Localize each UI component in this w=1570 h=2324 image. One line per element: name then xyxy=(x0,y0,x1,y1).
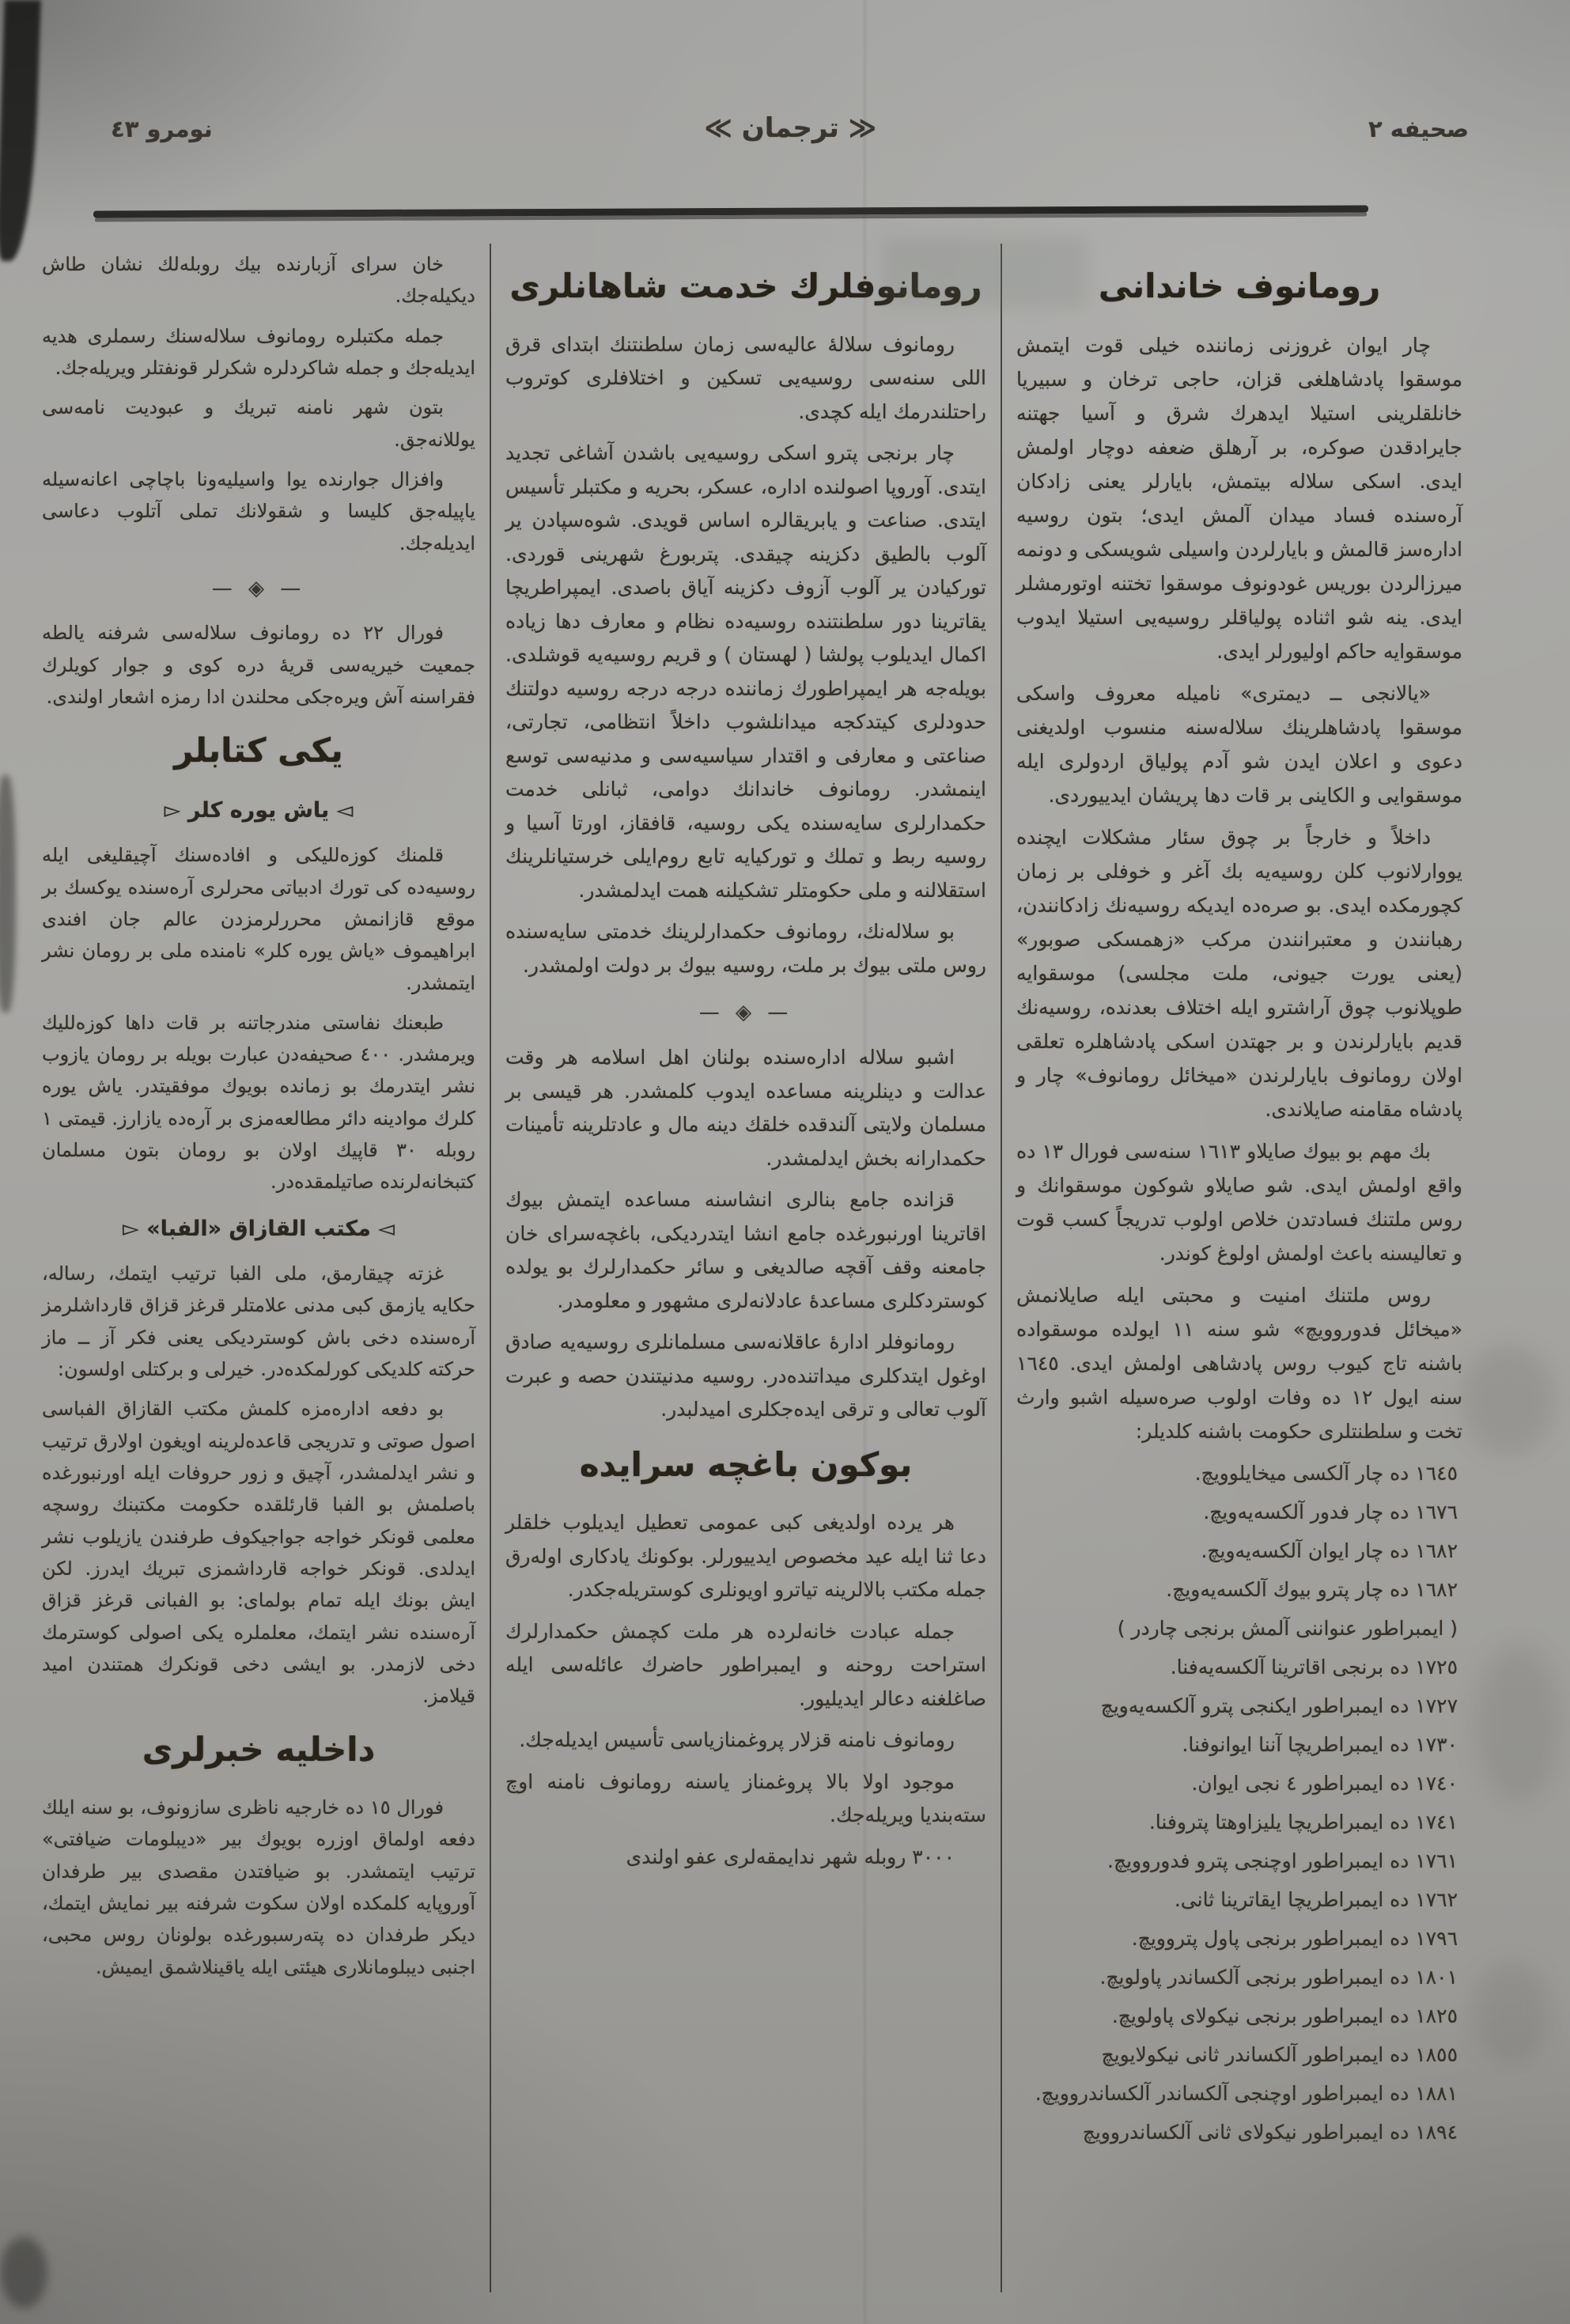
column-middle-para: هر يرده اولديغى كبى عمومى تعطيل ايديلوب خلقلر دعا ثنا ايله عيد مخصوص ايدييورلر. بوكونك يادكارى اوله‌رق جمله مكتب بالالرينه تياترو اويونلرى كوستريله‌جكدر. xyxy=(505,1511,986,1602)
column-left-para: خان سراى آزبارنده بيك روبله‌لك نشان طاش ديكيله‌جك. xyxy=(42,253,475,308)
column-right-item: ١٦٧٦ ده چار فدور آلكسه‌يه‌ويچ. xyxy=(1203,1500,1458,1523)
column-right-item: ١٨٢٥ ده ايمبراطور برنجى نيكولاى پاولويچ. xyxy=(1111,2004,1458,2027)
scan-artifact-edge-shadow xyxy=(0,775,16,1012)
column-left-headline: يكى كتابلر xyxy=(174,731,343,770)
column-left-para: فورال ٢٢ ده رومانوف سلاله‌سى شرفنه يالطه جمعيت خيريه‌سى قريهٔ دره كوى و جوار كويلرك فقراسنه آش ويره‌جكى محلندن ادا رمزه اشعار اولندى. xyxy=(42,622,475,709)
column-middle-headline: بوكون باغچه سرايده xyxy=(579,1444,913,1484)
column-left-para: غزته چيقارمق، ملى الفبا ترتيب ايتمك، رساله، حكايه يازمق كبى مدنى علامتلر قرغز قزاق قارداشلرمز آره‌سنده دخى باش كوسترديكى يعنى فكر آز ــ ماز حركته كلديكى كورلمكده‌در. خيرلى و بركتلى اولسون: xyxy=(42,1262,475,1381)
column-left-para: بو دفعه اداره‌مزه كلمش مكتب القازاق الفباسى اصول صوتى و تدريجى قاعده‌لرينه اويغون اولارق ترتيب و نشر ايدلمشدر، آچيق و زور حروفات ايله اورنبورغده باصلمش بو الفبا قارئلقده حكومت مكتبنك روسچه معلمى قونكر خواجه جواجيكوف طرفندن يازيلوب نشر ايدلدى. قونكر خواجه قارداشمزى تبريك ايدرز. لكن ايش بونك ايله تمام بولماى: بو الفبانى قرغز قزاق آره‌سنده نشر ايتمك، معلملره يكى اصولى كوسترمك دخى لازمدر. بو ايشى دخى قونكرك همتندن اميد قيلامز. xyxy=(42,1398,475,1708)
column-right-item: ١٦٤٥ ده چار آلكسى ميخايلوويچ. xyxy=(1194,1461,1458,1485)
column-middle-para: رومانوفلر ادارهٔ عاقلانه‌سى مسلمانلرى روسيه‌يه صادق اوغول ايتدكلرى ميداتنده‌در. روسيه مدنيتندن حصه و عبرت آلوب تعالى و ترقى ايده‌جكلرى اميدلبدر. xyxy=(505,1330,986,1421)
column-middle-para: رومانوف نامنه قزلار پروغمنازياسى تأسيس ايديله‌جك. xyxy=(519,1728,955,1752)
column-right-item: ١٧٦٢ ده ايمبراطريچا ايقاترينا ثانى. xyxy=(1174,1887,1458,1911)
column-right-item: ١٨٥٥ ده ايمبراطور آلكساندر ثانى نيكولايويچ xyxy=(1101,2042,1458,2066)
column-right-item: ١٨٨١ ده ايمبراطور اوچنجى آلكساندر آلكساندروويچ. xyxy=(1035,2081,1458,2105)
column-right-item: ١٧٤١ ده ايمبراطريچا يليزاوهتا پتروفنا. xyxy=(1148,1810,1458,1834)
column-middle-para: رومانوف سلالهٔ عاليه‌سى زمان سلطنتنك ابتداى قرق اللى سنه‌سى روسيه‌يى تسكين و اختلافلرى كوتروب راحتلندرمك ايله كچدى. xyxy=(505,332,986,423)
issue-number-label: نومرو ٤٣ xyxy=(111,115,213,142)
column-left-para: جمله مكتبلره رومانوف سلاله‌سنك رسملرى هديه ايديله‌جك و جمله شاكردلره شكرلر قونفتلر ويريله‌جك. xyxy=(42,324,475,379)
page-header xyxy=(0,112,1570,144)
column-middle-para: ٣٠٠٠ روبله شهر ندايمقه‌لرى عفو اولندى xyxy=(626,1845,955,1868)
column-right-item: ١٦٨٢ ده چار پترو بيوك آلكسه‌يه‌ويچ. xyxy=(1166,1577,1458,1601)
column-left-ornament: — ◈ — xyxy=(211,576,306,600)
scan-artifact-smudge xyxy=(1475,1645,1562,1804)
column-middle-para: موجود اولا بالا پروغمناز ياسنه رومانوف نامنه اوچ سته‌بنديا ويريله‌جك. xyxy=(505,1769,986,1827)
column-left-para: بتون شهر نامنه تبريك و عبوديت نامه‌سى يوللانه‌جق. xyxy=(42,396,475,451)
column-right-item: ١٧٤٠ ده ايمبراطور ٤ نجى ايوان. xyxy=(1191,1771,1458,1795)
column-left-para: قلمنك كوزه‌لليكى و افاده‌سنك آچيقليغى ايله روسيه‌ده كى تورك ادبياتى محرلرى آره‌سنده يوكسك بر موقع قازانمش محررلرمزدن عالم جان افندى ابراهيموف «ياش يوره كلر» نامنده ملى بر رومان نشر ايتمشدر. xyxy=(42,844,475,994)
column-middle-ornament: — ◈ — xyxy=(698,1001,793,1024)
column-left xyxy=(28,244,490,2292)
column-left-para: وافزال جوارنده يوا واسيليه‌ونا باچاچى اعانه‌سيله ياپيله‌جق كليسا و شقولانك تملى آتلوب دعاسى ايديله‌جك. xyxy=(42,467,475,555)
column-left-para: طبعنك نفاستى مندرجاتنه بر قات داها كوزه‌لليك ويرمشدر. ٤٠٠ صحيفه‌دن عبارت بويله بر رومان يازوب نشر ايتدرمك بو زمانده بويوك موفقيتدر. ياش يوره كلرك موادينه دائر مطالعه‌مزى بر آره‌ده يازارز. قيمتى ١ روبله ٣٠ قاپيك اولان بو رومان بتون مسلمان كتبخانه‌لرنده صاتيلمقده‌در. xyxy=(42,1011,475,1194)
column-middle-para: بو سلاله‌نك، رومانوف حكمدارلرينك خدمتى سايه‌سنده روس ملتى بيوك بر ملت، روسيه بيوك بر دولت اولمشدر. xyxy=(505,920,986,977)
column-left-subhead: ◅ مكتب القازاق «الفبا» ▻ xyxy=(123,1216,395,1241)
column-right-item: ١٧٢٧ ده ايمبراطور ايكنجى پترو آلكسه‌يه‌ويچ xyxy=(1100,1694,1458,1717)
column-right-item: ١٧٣٠ ده ايمبراطريچا آننا ايوانوفنا. xyxy=(1182,1732,1458,1756)
column-left-headline: داخليه خبرلرى xyxy=(142,1730,376,1769)
column-middle-headline: رومانوفلرك خدمت شاهانلرى xyxy=(509,267,982,305)
column-right-para: داخلاً و خارجاً بر چوق سئار مشكلات ايچنده يووارلانوب كلن روسيه‌يه بك آغر و خوفلى بر زمان كچورمكده ايدى. بو صره‌ده ايديكه روسيه‌نك زادكانندن، رهبانندن و معتبرانندن مركب «زهمسكى صوبور» (يعنى يورت جيونى، ملت مجلسى) موسقوايه طوپلانوب چوق آراشترو ايله اختلاف بعدنده، روسيه‌نك قديم بايارلرندن و بر جهتدن اسكى پادشاهلره تعلقى اولان رومانوف بايارلرندن «ميخائل رومانوف» چار و پادشاه مقامنه صايلاندى. xyxy=(1016,825,1462,1121)
column-right-para: روس ملتنك امنيت و محبتى ايله صايلانمش «ميخائل فدوروويچ» شو سنه ١١ ايولده موسقواده باشنه تاج كيوب روس پادشاهى اولمش ايدى. ١٦٤٥ سنه ايول ١٢ ده وفات اولوب صره‌سيله اشبو وارث تخت و سلطنتلرى حكومت باشنه كلديلر: xyxy=(1016,1283,1462,1443)
column-right-para: چار ايوان غروزنى زماننده خيلى قوت ايتمش موسقوا پادشاهلغى قزان، حاجى ترخان و سبيريا خانلقلرينى استيلا ايدهرك شرق و آسيا جهتنه جايرادقدن صوكره، بر آرهلق ضعفه دوچار اولمش ايدى. اسكى سلاله بيتمش، بايارلر يعنى زادكان آره‌سنده فساد ميدان آلمش ايدى؛ بتون روسيه اداره‌سز قالمش و بايارلردن واسيلى شويسكى و دونمه ميرزالردن بوريس غودونوف موسقوا تختنه اوتورمشلر ايدى. ينه شو اثناده پولياقلر روسيه‌يى استيلا ايدوب موسقوايه حاكم اوليورلر ايدى. xyxy=(1016,333,1462,663)
column-right-item: ١٨٩٤ ده ايمبراطور نيكولاى ثانى آلكساندروويچ xyxy=(1082,2120,1458,2144)
masthead-title: ≪ ترجمان ≫ xyxy=(704,112,877,144)
column-right-item: ١٧٦١ ده ايمبراطور اوچنجى پترو فدوروويچ. xyxy=(1107,1849,1458,1872)
column-middle-para: چار برنجى پترو اسكى روسيه‌يى باشدن آشاغى تجديد ايتدى. آوروپا اصولنده اداره، عسكر، بحريه و مكتبلر تأسيس ايتدى. صناعت و يابريقالره اساس قويدى. شوه‌سپادن ير آلوب بالطيق دكزينه چيقدى. پتربورغ شهرينى قوردى. توركيادن ير آلوب آزوف دكزينه آياق باصدى. ايمپراطريچا يقاترينا دور سلطنتنده روسيه‌ده نظام و معارف دها زياده اكمال ايديلوب پولشا ( لهستان ) و قريم روسيه‌يه قوشلدى. بويله‌جه هر ايمپراطورك زماننده درجه درجه روسيه دولتنك حدودلرى كيتدكجه ميدانلشوب داخلاً انتظامى، تجارتى، صناعتى و معارفى و اقتدار سياسيه‌سى و مدنيه‌سى توسع اينمشدر. رومانوف خاندانك دوامى، ثبانلى خدمت حكمدارلرى سايه‌سنده يكى روسيه، قافقاز، اورتا آسيا و روسيه ربط و تملك و توركيايه تابع روم‌ايلى خرستيانلرينك استقلالنه و ملى حكومتلر تشكيلنه همت ايدلمشدر. xyxy=(505,441,986,902)
column-right-item: ( ايمبراطور عنواننى آلمش برنجى چاردر ) xyxy=(1117,1616,1458,1640)
header-rule xyxy=(93,205,1368,218)
column-right-para: بك مهم بو بيوك صايلاو ١٦١٣ سنه‌سى فورال ١٣ ده واقع اولمش ايدى. شو صايلاو شوكون موسقوانك و روس ملتنك فسادتدن خلاص اولوب تدريجاً كسب قوت و تعاليسنه باعث اولمش اولوغ كوندر. xyxy=(1016,1139,1462,1265)
column-middle-para: جمله عبادت خانه‌لرده هر ملت كچمش حكمدارلرك استراحت روحنه و ايمبراطور حاضرك عائله‌سى ايله صاغلغنه دعالر ايديليور. xyxy=(505,1619,986,1710)
page-number-label: صحيفه ٢ xyxy=(1368,115,1469,142)
scan-artifact-smudge xyxy=(1472,1962,1551,2065)
columns-wrapper xyxy=(28,244,1477,2292)
column-middle xyxy=(490,244,1002,2292)
column-right-item: ١٧٢٥ ده برنجى اقاترينا آلكسه‌يه‌فنا. xyxy=(1170,1655,1458,1679)
column-middle-para: اشبو سلاله اداره‌سنده بولنان اهل اسلامه هر وقت عدالت و دينلرينه مساعده ايدوب كلمشدر. هر قيسى بر مسلمان ولايتى آلندقده خلقك دينه مال و عادتلرينه تأمينات حكمدارانه بخش ايدلمشدر. xyxy=(505,1046,986,1170)
column-right-item: ١٨٠١ ده ايمبراطور برنجى آلكساندر پاولويچ. xyxy=(1099,1965,1458,1989)
column-right-item: ١٧٩٦ ده ايمبراطور برنجى پاول پتروويچ. xyxy=(1131,1926,1458,1950)
column-left-para: فورال ١٥ ده خارجيه ناظرى سازونوف، بو سنه ايلك دفعه اولماق اوزره بويوك بير «ديبلومات ضيافتى» ترتيب ايتمشدر. بو ضيافتدن مقصدى بير طرفدان آوروپايه كلمكده اولان سكوت شرفنه بير نمايش ايتمك، ديكر طرفدان ده پته‌رسبورغده بولونان روس محبى، اجنبى ديبلومانلارى هيئتى ايله ياقينلاشمق ايميش. xyxy=(42,1796,475,1978)
column-left-subhead: ◅ ياش يوره كلر ▻ xyxy=(164,797,354,823)
column-right xyxy=(1002,244,1477,2292)
column-middle-para: قزانده جامع بنالرى انشاسنه مساعده ايتمش بيوك اقاترينا اورنبورغده جامع انشا ايتدرديكى، باغچه‌سراى خان جامعنه وقف آقچه صالديغى و سائر حكمدارلرك بو يولده كوستردكلرى مساعدهٔ عادلانه‌لرى مشهور و معلومدر. xyxy=(505,1188,986,1312)
column-right-para: «يالانجى ــ ديمترى» ناميله معروف واسكى موسقوا پادشاهلرينك سلاله‌سنه منسوب اولديغنى دعوى و اعلان ايدن شو آدم پولياق اردولرى ايله موسقوايى و الكاينى بر قات دها پريشان ايدييوردى. xyxy=(1016,681,1462,807)
column-right-item: ١٦٨٢ ده چار ايوان آلكسه‌يه‌ويچ. xyxy=(1201,1539,1458,1562)
column-right-headline: رومانوف خاندانى xyxy=(1098,267,1381,305)
